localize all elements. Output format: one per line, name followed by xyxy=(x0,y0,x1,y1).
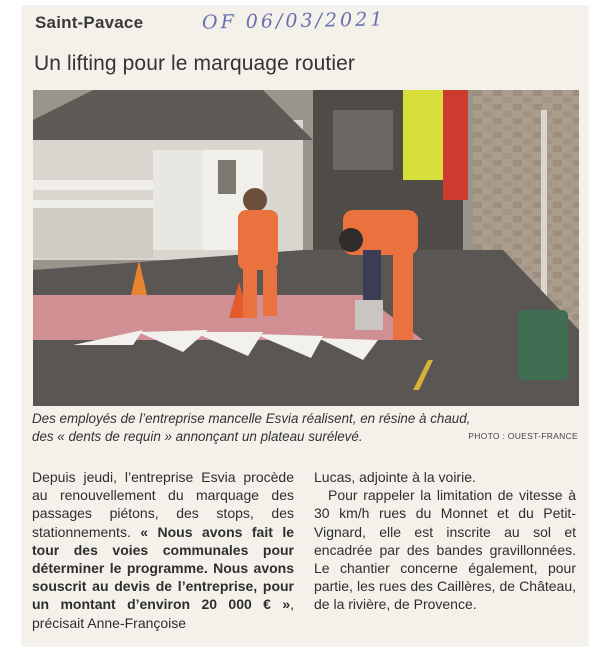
article-column-left xyxy=(32,468,294,632)
article-paragraph xyxy=(32,468,294,632)
newspaper-clipping xyxy=(22,6,588,646)
article-paragraph-continuation: Lucas, adjointe à la voirie. xyxy=(314,469,476,485)
quote-text: « Nous avons fait le tour des voies communales pour déterminer le programme. Nous avons souscrit au devis de l’entreprise, pour un montant d’environ 20 000 € » xyxy=(32,523,294,613)
section-label: Saint-Pavace xyxy=(35,13,144,32)
handwritten-date-note: OF 06/03/2021 xyxy=(201,8,386,34)
caption-line-1: Des employés de l’entreprise mancelle Esvia réalisent, en résine à chaud, xyxy=(32,411,471,426)
paragraph-text-end: , précisait Anne-Françoise xyxy=(32,596,294,631)
caption-line-2: des « dents de requin » annonçant un plateau surélevé. xyxy=(32,429,363,444)
photo-credit: PHOTO : OUEST-FRANCE xyxy=(468,431,578,441)
road-marking-photo-illustration xyxy=(33,90,579,406)
paragraph-text: Depuis jeudi, l’entreprise Esvia procède au renouvellement du marquage des passages piétons, des stops, des stationnements. xyxy=(32,469,294,540)
article-column-right xyxy=(314,468,576,614)
article-photo xyxy=(33,90,579,406)
article-paragraph-2: Pour rappeler la limitation de vitesse à 30 km/h rues du Monnet et du Petit-Vignard, elle est inscrite au sol et encadrée par des bandes gravillonnées. Le chantier concerne également, pour partie, les rues des Caillères, de Château, de la rivière, de Provence. xyxy=(314,487,576,613)
article-headline: Un lifting pour le marquage routier xyxy=(34,52,356,75)
